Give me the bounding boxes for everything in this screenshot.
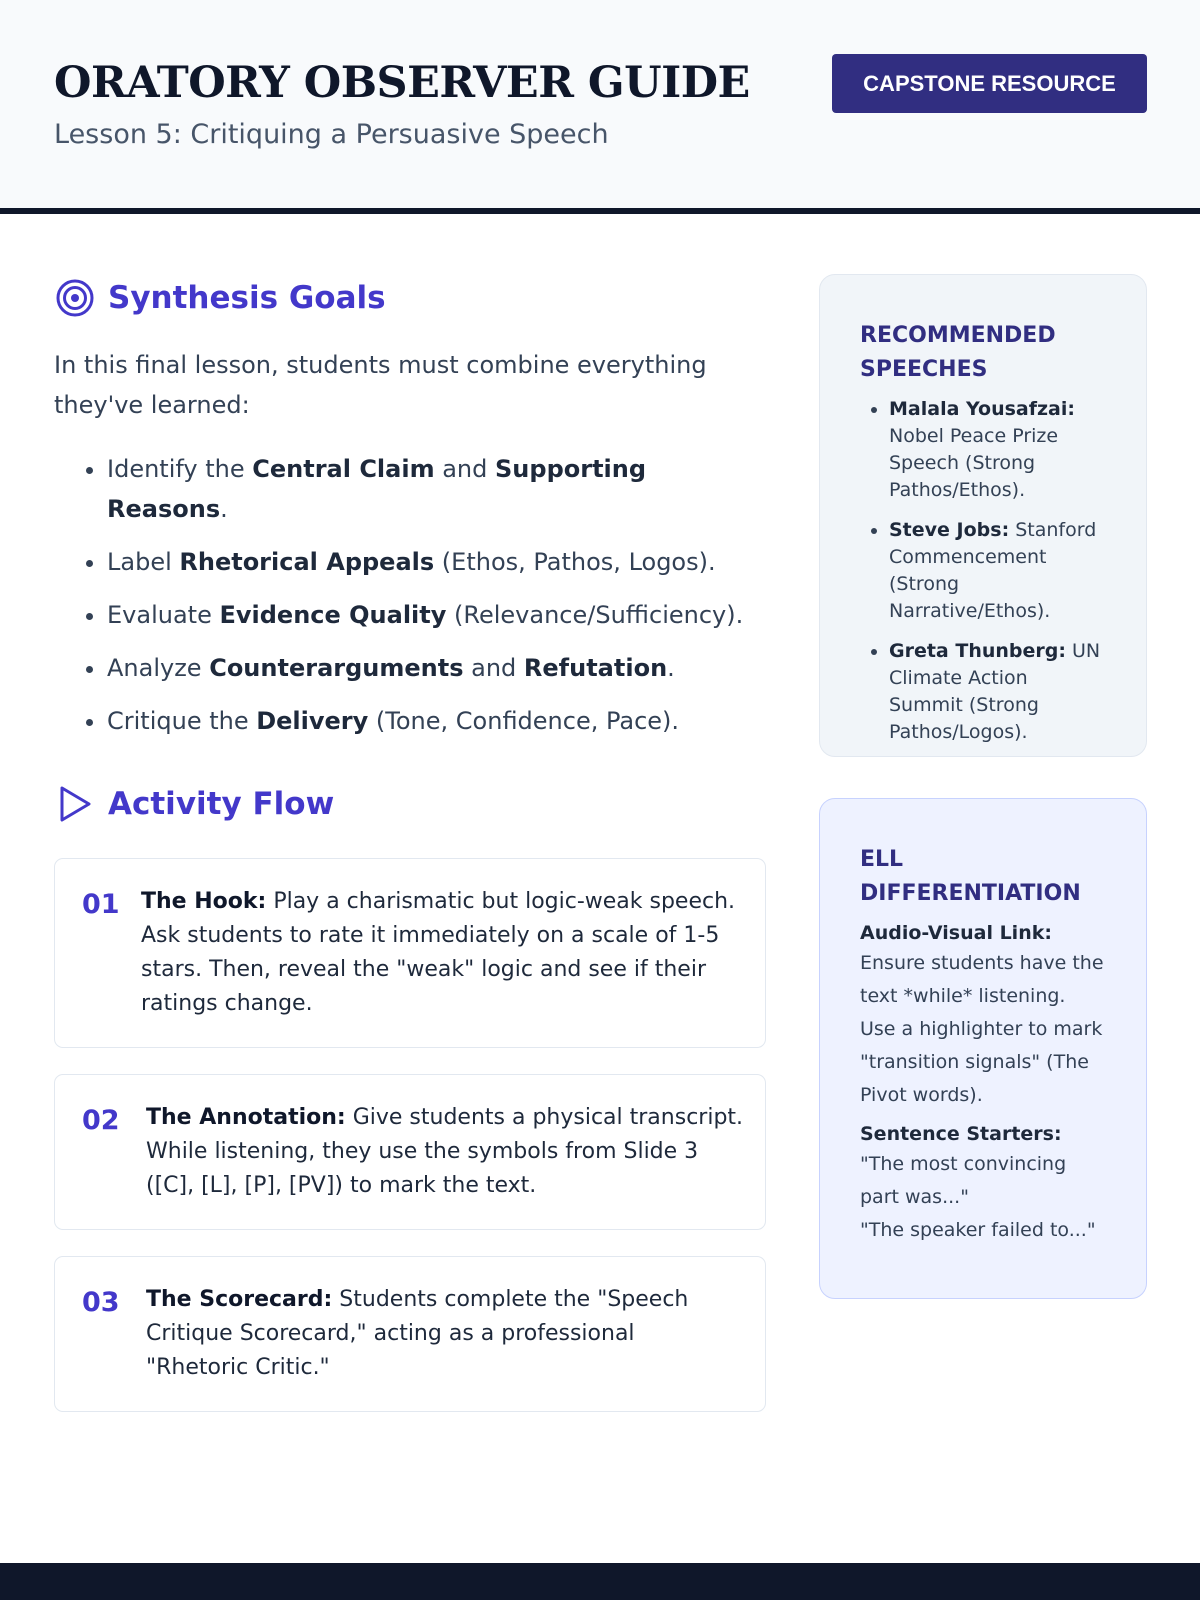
step-number: 01 bbox=[82, 889, 120, 920]
step-text: The Hook: Play a charismatic but logic-weak speech. Ask students to rate it immediately on a scale of 1-5 stars. Then, reveal the "weak" logic and see if their ratings change. bbox=[141, 889, 736, 1016]
page-title: ORATORY OBSERVER GUIDE bbox=[54, 58, 750, 108]
recommended-speeches-title: RECOMMENDED SPEECHES bbox=[860, 323, 1056, 382]
sentence-starter: "The speaker failed to..." bbox=[860, 1219, 1096, 1241]
step-number: 03 bbox=[82, 1287, 120, 1318]
step-title: The Scorecard: bbox=[146, 1287, 333, 1312]
goal-item: • Analyze Counterarguments and Refutation. bbox=[107, 648, 766, 688]
page-footer bbox=[0, 1563, 1200, 1600]
activity-step-card bbox=[54, 1074, 766, 1230]
recommended-speeches-box bbox=[819, 274, 1147, 757]
activity-step-card bbox=[54, 1256, 766, 1412]
target-icon bbox=[54, 277, 96, 319]
play-icon bbox=[54, 783, 96, 825]
activity-flow-title: Activity Flow bbox=[108, 786, 335, 822]
step-text: The Annotation: Give students a physical transcript. While listening, they use the symbols from Slide 3 ([C], [L], [P], [PV]) to mark the text. bbox=[146, 1105, 744, 1198]
audio-visual-link-text: Ensure students have the text *while* listening. Use a highlighter to mark "transition signals" (The Pivot words). bbox=[860, 952, 1104, 1106]
capstone-badge: CAPSTONE RESOURCE bbox=[832, 54, 1147, 113]
ell-differentiation-box bbox=[819, 798, 1147, 1299]
step-title: The Hook: bbox=[141, 889, 267, 914]
main-column bbox=[54, 270, 766, 1412]
synthesis-goals-header bbox=[54, 270, 766, 326]
speech-item: • Greta Thunberg: UN Climate Action Summit (Strong Pathos/Logos). bbox=[889, 638, 1106, 746]
goal-item: • Critique the Delivery (Tone, Confidence, Pace). bbox=[107, 701, 766, 741]
goals-list bbox=[54, 449, 766, 741]
sentence-starters-label: Sentence Starters: bbox=[860, 1123, 1062, 1145]
speech-item: • Malala Yousafzai: Nobel Peace Prize Speech (Strong Pathos/Ethos). bbox=[889, 396, 1106, 504]
goal-item: • Evaluate Evidence Quality (Relevance/Sufficiency). bbox=[107, 595, 766, 635]
synthesis-goals-title: Synthesis Goals bbox=[108, 280, 386, 316]
synthesis-intro: In this final lesson, students must combine everything they've learned: bbox=[54, 351, 707, 419]
page-header bbox=[0, 0, 1200, 214]
step-number: 02 bbox=[82, 1105, 120, 1136]
step-text: The Scorecard: Students complete the "Speech Critique Scorecard," acting as a professional "Rhetoric Critic." bbox=[146, 1287, 689, 1380]
speech-item: • Steve Jobs: Stanford Commencement (Strong Narrative/Ethos). bbox=[889, 517, 1106, 625]
audio-visual-link-label: Audio-Visual Link: bbox=[860, 922, 1052, 944]
goal-item: • Label Rhetorical Appeals (Ethos, Pathos, Logos). bbox=[107, 542, 766, 582]
sentence-starter: "The most convincing part was..." bbox=[860, 1153, 1067, 1208]
page-subtitle: Lesson 5: Critiquing a Persuasive Speech bbox=[54, 119, 609, 150]
activity-step-card bbox=[54, 858, 766, 1048]
activity-flow-header bbox=[54, 776, 766, 832]
speech-list bbox=[860, 396, 1106, 746]
goal-item: • Identify the Central Claim and Supporting Reasons. bbox=[107, 449, 766, 529]
ell-title: ELL DIFFERENTIATION bbox=[860, 847, 1081, 906]
step-title: The Annotation: bbox=[146, 1105, 346, 1130]
